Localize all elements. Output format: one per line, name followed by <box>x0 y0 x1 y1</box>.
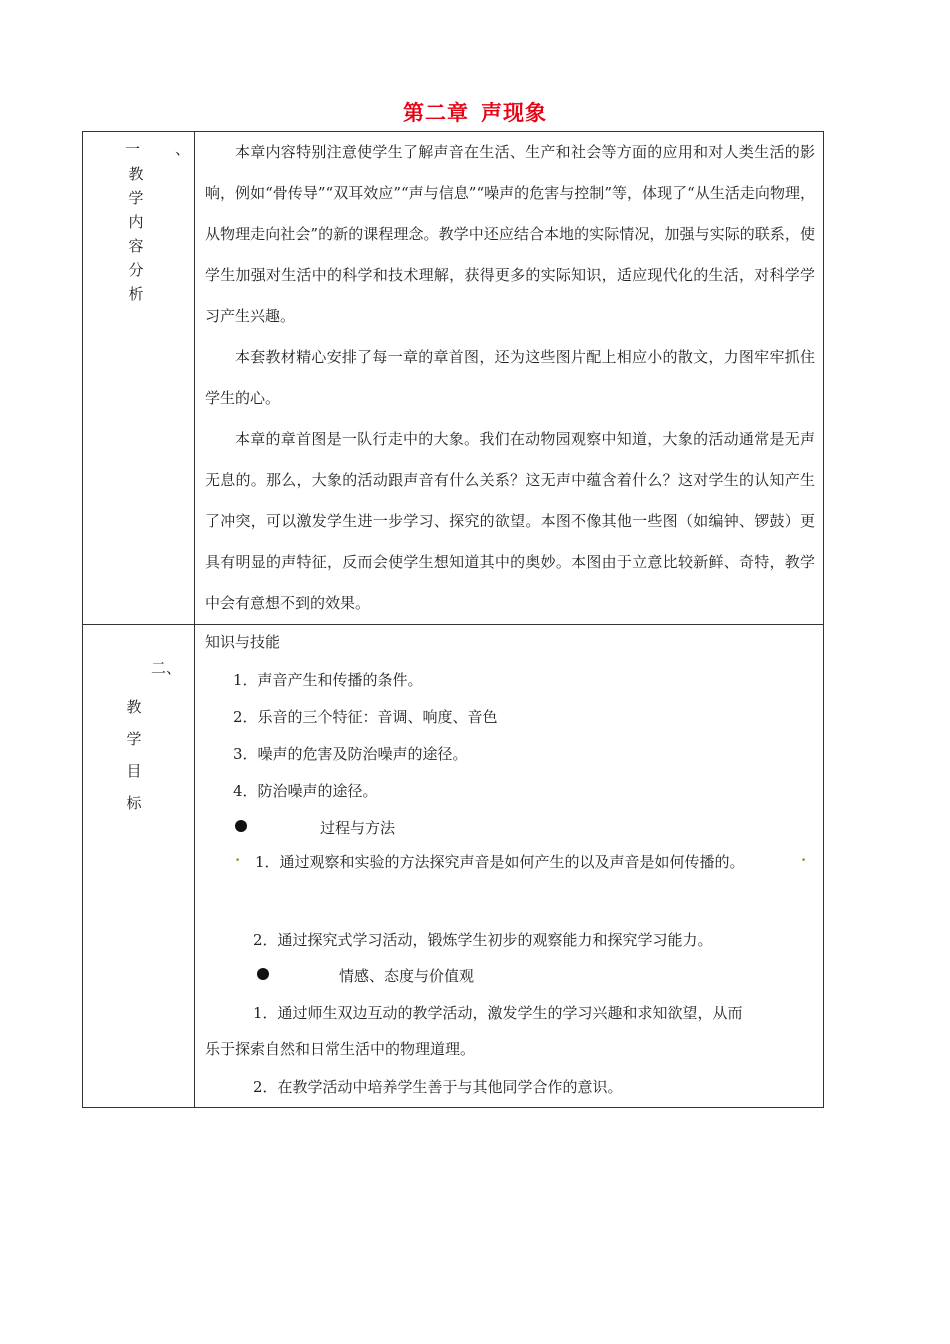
process-item-1: 1．通过观察和实验的方法探究声音是如何产生的以及声音是如何传播的。 <box>255 853 745 871</box>
label-cell-2 <box>83 625 195 1108</box>
bullet-icon <box>257 965 269 983</box>
heading-process-method: 过程与方法 <box>320 819 396 837</box>
knowledge-item-4: 4．防治噪声的途径。 <box>233 782 378 800</box>
knowledge-item-3: 3．噪声的危害及防治噪声的途径。 <box>233 745 468 763</box>
section1-number: 一 <box>125 140 141 158</box>
title-topic: 声现象 <box>481 101 547 125</box>
section2-number: 二、 <box>151 659 182 677</box>
section1-label: 教 学 内 容 分 析 <box>128 165 144 303</box>
attitude-item-2: 2．在教学活动中培养学生善于与其他同学合作的意识。 <box>253 1078 623 1096</box>
dot-mark-icon: . <box>235 847 241 865</box>
analysis-paragraph-1: 本章内容特别注意使学生了解声音在生活、生产和社会等方面的应用和对人类生活的影响，例如“骨传导”“双耳效应”“声与信息”“噪声的危害与控制”等，体现了“从生活走向物理，从物理走向社会”的新的课程理念。教学中还应结合本地的实际情况，加强与实际的联系，使学生加强对生活中的科学和技术理解，获得更多的实际知识，适应现代化的生活，对科学学习产生兴趣。 <box>205 143 815 325</box>
lesson-table <box>82 131 824 1108</box>
attitude-item-1-cont: 乐于探索自然和日常生活中的物理道理。 <box>205 1040 476 1058</box>
analysis-paragraph-2: 本套教材精心安排了每一章的章首图，还为这些图片配上相应小的散文，力图牢牢抓住学生的心。 <box>205 348 815 407</box>
section2-label: 教 学 目 标 <box>126 698 142 812</box>
row-teaching-goals <box>83 625 824 1108</box>
analysis-paragraph-3: 本章的章首图是一队行走中的大象。我们在动物园观察中知道，大象的活动通常是无声无息的。那么，大象的活动跟声音有什么关系？这无声中蕴含着什么？这对学生的认知产生了冲突，可以激发学生进一步学习、探究的欲望。本图不像其他一些图（如编钟、锣鼓）更具有明显的声特征，反而会使学生想知道其中的奥妙。本图由于立意比较新鲜、奇特，教学中会有意想不到的效果。 <box>205 430 815 612</box>
page-title <box>0 97 950 127</box>
knowledge-item-1: 1．声音产生和传播的条件。 <box>233 671 423 689</box>
knowledge-item-2: 2．乐音的三个特征：音调、响度、音色 <box>233 708 498 726</box>
process-item-2: 2．通过探究式学习活动，锻炼学生初步的观察能力和探究学习能力。 <box>253 931 713 949</box>
content-cell-2 <box>195 625 824 1108</box>
bullet-icon <box>235 817 247 835</box>
dot-mark-icon: . <box>801 847 807 865</box>
attitude-item-1: 1．通过师生双边互动的教学活动，激发学生的学习兴趣和求知欲望，从而 <box>253 1004 743 1022</box>
heading-knowledge-skills: 知识与技能 <box>205 633 281 651</box>
title-chapter: 第二章 <box>403 101 469 125</box>
content-cell-1 <box>195 132 824 625</box>
heading-attitude-values: 情感、态度与价值观 <box>339 967 475 985</box>
row-content-analysis <box>83 132 824 625</box>
label-cell-1 <box>83 132 195 625</box>
section1-punct: 、 <box>175 140 191 158</box>
